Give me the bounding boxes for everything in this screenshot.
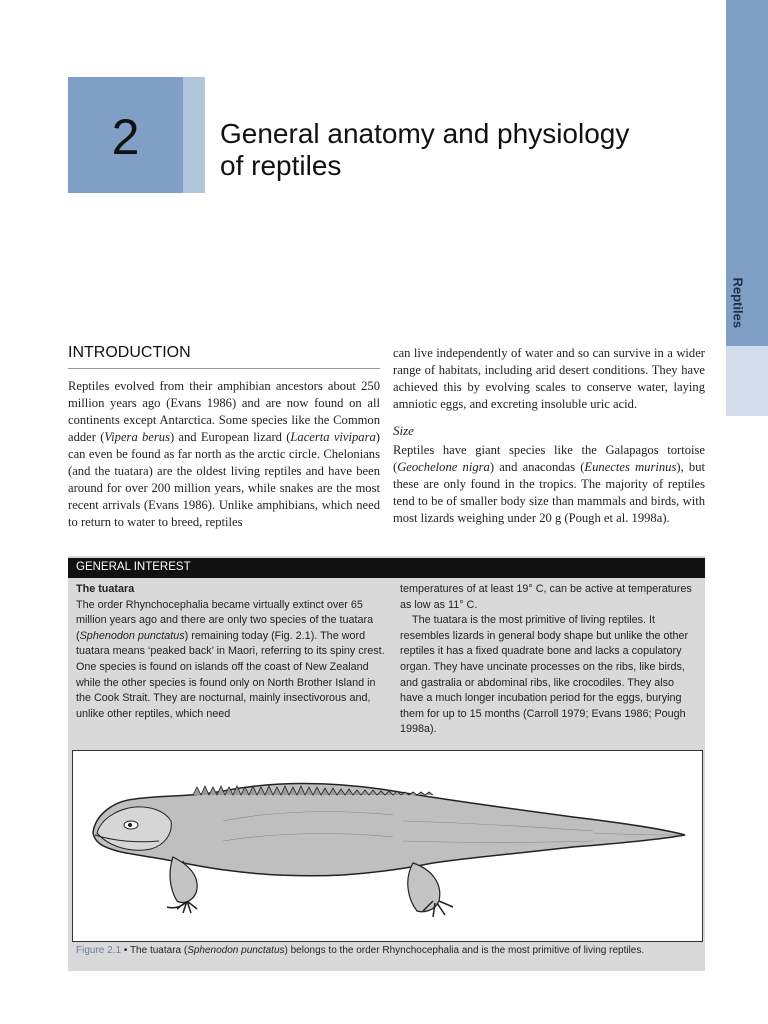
general-interest-right-text (400, 582, 698, 738)
sidebar-label: Reptiles (730, 277, 746, 329)
figure-caption: Figure 2.1 • The tuatara (Sphenodon punctatus) belongs to the order Rhynchocephalia and is the most primitive of living reptiles. (76, 945, 645, 956)
chapter-box-strip (183, 77, 205, 193)
chapter-title-line-2: of reptiles (220, 150, 342, 181)
size-subheading: Size (393, 423, 414, 438)
general-interest-right-paragraph-1: temperatures of at least 19° C, can be active at temperatures as low as 11° C. (400, 583, 692, 611)
introduction-heading: INTRODUCTION (68, 344, 380, 369)
general-interest-left-paragraph: The order Rhynchocephalia became virtually extinct over 65 million years ago and there are only two species of the tuatara (Sphenodon punctatus) remaining today (Fig. 2.1). The word tuatara means ‘peaked back’ in Maori, referring to its spiny crest. One species is found on islands off the coast of New Zealand while the other species is found only on North Brother Island in the Cook Strait. They are nocturnal, mainly insectivorous and, unlike other reptiles, which need (76, 598, 385, 720)
figure-label: Figure 2.1 (76, 945, 122, 956)
chapter-title (220, 118, 690, 182)
figure-bullet: • (123, 945, 128, 956)
introduction-left-column: Reptiles evolved from their amphibian ancestors about 250 million years ago (Evans 1986) and are now found on all continents except Antarctica. Some species like the Common adder (Vipera berus) and European lizard (Lacerta vivipara) can even be found as far north as the arctic circle. Chelonians (and the tuatara) are the oldest living reptiles and have been around for over 200 million years, while snakes are the most recent arrivals (Evans 1986). Unlike amphibians, which need to return to water to breed, reptiles (68, 379, 380, 529)
chapter-number: 2 (111, 109, 140, 165)
sidebar-tab-lower (726, 346, 768, 416)
figure-frame (72, 750, 703, 942)
general-interest-label: GENERAL INTEREST (76, 561, 191, 573)
general-interest-left-text (76, 582, 386, 722)
introduction-right-column-top: can live independently of water and so can survive in a wider range of habitats, including arid desert conditions. They have achieved this by evolving scales to conserve water, laying amniotic eggs, and excreting insoluble uric acid. (393, 346, 705, 411)
chapter-title-line-1: General anatomy and physiology (220, 118, 630, 149)
size-paragraph: Reptiles have giant species like the Galapagos tortoise (Geochelone nigra) and anacondas (Eunectes murinus), but these are only found in the tropics. The majority of reptiles tend to be of smaller body size than mammals and birds, with most lizards weighing under 20 g (Pough et al. 1998a). (393, 443, 705, 525)
general-interest-title: The tuatara (76, 583, 135, 595)
general-interest-right-paragraph-2: The tuatara is the most primitive of living reptiles. It resembles lizards in general body shape but unlike the other reptiles it has a fixed quadrate bone and lacks a copulatory organ. They have uncinate processes on the ribs, like birds, and gastralia or abdominal ribs, like crocodiles. They also have a much longer incubation period for the eggs, burying them for up to 15 months (Carroll 1979; Evans 1986; Pough 1998a). (400, 614, 689, 736)
tuatara-illustration (73, 751, 702, 941)
